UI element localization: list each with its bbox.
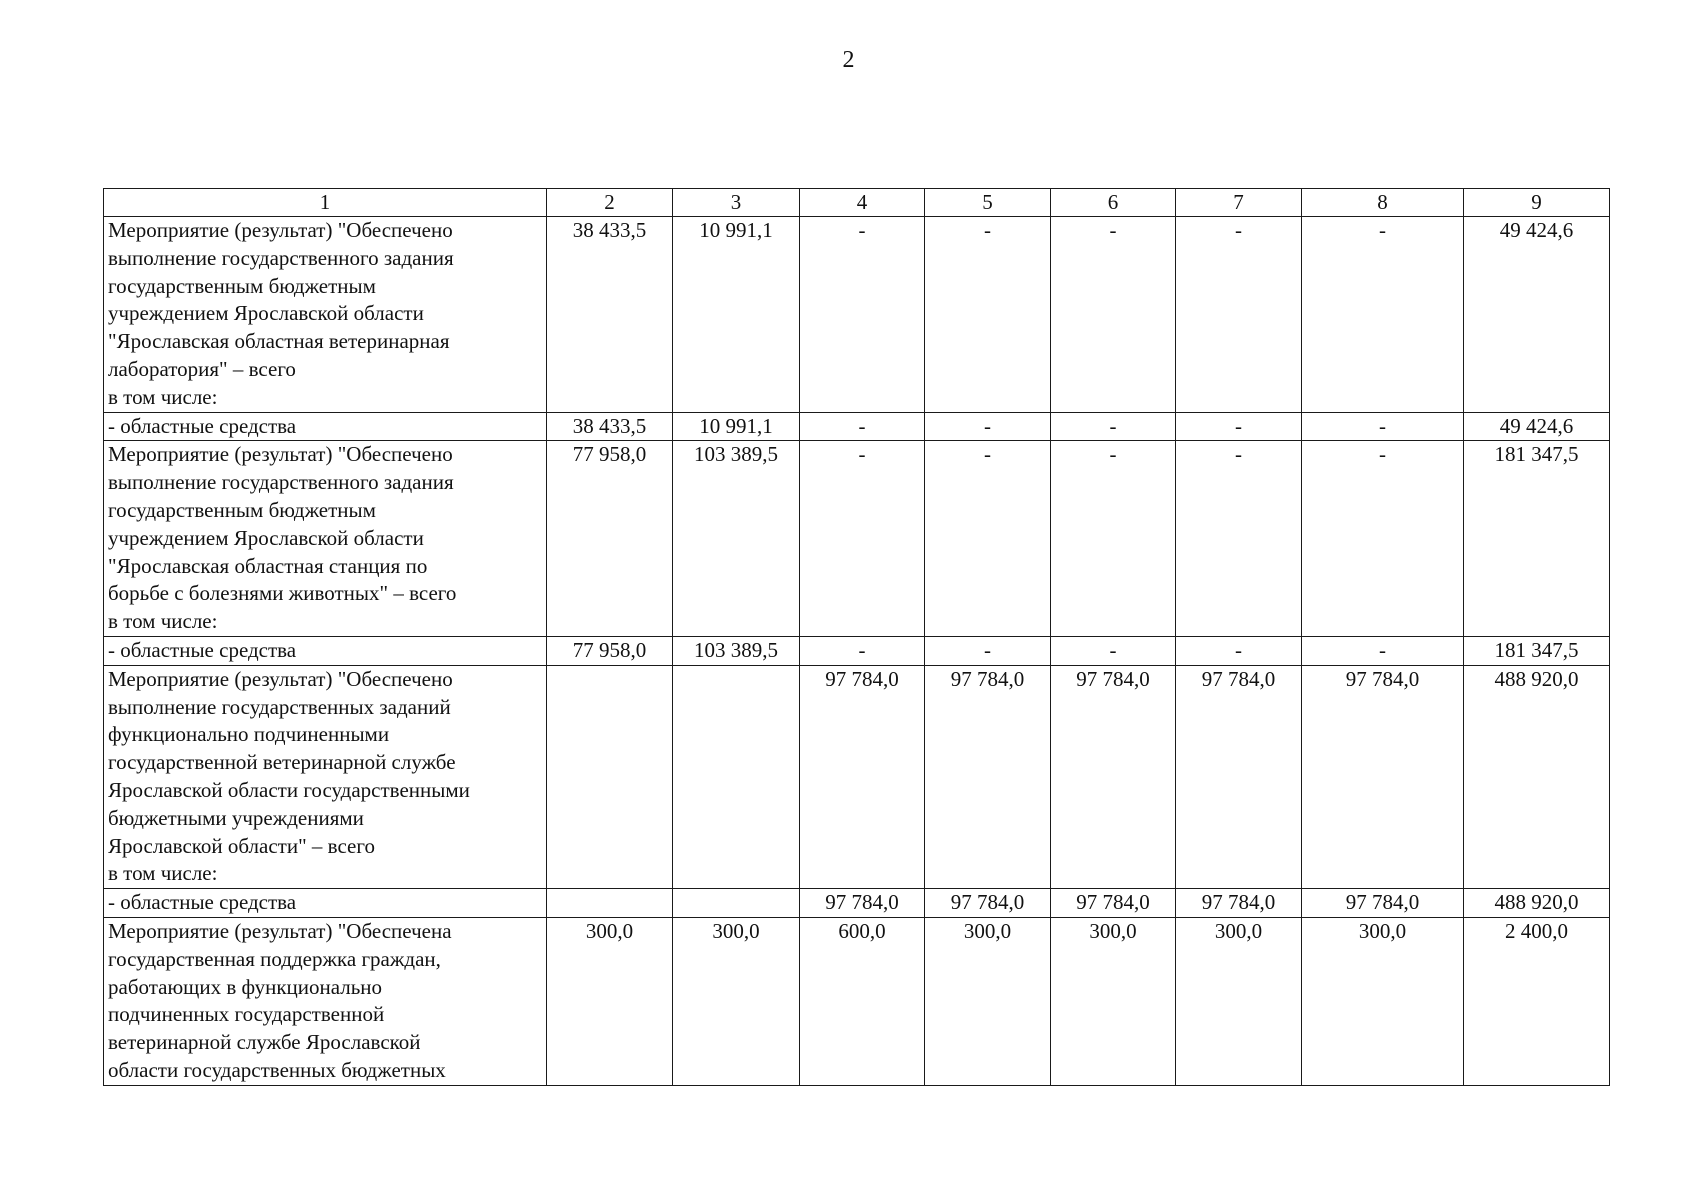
row-value: 488 920,0 [1464,665,1610,888]
row-value: 49 424,6 [1464,217,1610,413]
row-value: - [1302,217,1464,413]
row-value: - [1302,412,1464,441]
row-value [547,665,673,888]
row-value: 600,0 [800,917,925,1085]
column-header: 8 [1302,189,1464,217]
row-value [673,665,800,888]
row-value: 103 389,5 [673,441,800,637]
row-value: 103 389,5 [673,636,800,665]
column-header: 2 [547,189,673,217]
row-value: 97 784,0 [1302,889,1464,918]
row-value: - [925,636,1051,665]
row-value: - [1051,441,1176,637]
row-value: 488 920,0 [1464,889,1610,918]
table-row [104,441,1610,637]
row-value: 38 433,5 [547,412,673,441]
row-value: - [800,636,925,665]
row-value: 97 784,0 [1176,889,1302,918]
row-value: 2 400,0 [1464,917,1610,1085]
row-value: - [925,217,1051,413]
row-value [547,889,673,918]
row-value: 300,0 [1176,917,1302,1085]
table-row [104,636,1610,665]
row-value: - [925,412,1051,441]
row-value: 300,0 [547,917,673,1085]
row-value: 97 784,0 [1176,665,1302,888]
row-description: Мероприятие (результат) "Обеспечено выполнение государственных заданий функционально подчиненными государственной ветеринарной службе Ярославской области государственными бюджетными учреждениями Ярославской области" – всего в том числе: [104,665,547,888]
column-header: 4 [800,189,925,217]
row-description: - областные средства [104,636,547,665]
column-header: 1 [104,189,547,217]
table-row [104,217,1610,413]
row-description: - областные средства [104,889,547,918]
column-header: 5 [925,189,1051,217]
row-description: Мероприятие (результат) "Обеспечено выполнение государственного задания государственным бюджетным учреждением Ярославской области "Ярославская областная станция по борьбе с болезнями животных" – всего в том числе: [104,441,547,637]
row-value: 97 784,0 [1051,889,1176,918]
row-description: Мероприятие (результат) "Обеспечено выполнение государственного задания государственным бюджетным учреждением Ярославской области "Ярославская областная ветеринарная лаборатория" – всего в том числе: [104,217,547,413]
row-value: - [1176,636,1302,665]
row-value: - [800,217,925,413]
row-value [673,889,800,918]
row-value: 181 347,5 [1464,636,1610,665]
row-value: - [1051,636,1176,665]
row-value: - [800,412,925,441]
row-value: - [1176,217,1302,413]
row-value: 181 347,5 [1464,441,1610,637]
row-value: 10 991,1 [673,217,800,413]
row-value: 300,0 [925,917,1051,1085]
row-value: 77 958,0 [547,441,673,637]
row-value: - [800,441,925,637]
budget-table [103,188,1610,1086]
row-value: - [1176,412,1302,441]
table-header-row [104,189,1610,217]
row-value: - [1302,636,1464,665]
row-value: 97 784,0 [800,889,925,918]
row-value: 77 958,0 [547,636,673,665]
row-description: Мероприятие (результат) "Обеспечена государственная поддержка граждан, работающих в функционально подчиненных государственной ветеринарной службе Ярославской области государственных бюджетных [104,917,547,1085]
row-value: 97 784,0 [1302,665,1464,888]
row-value: - [925,441,1051,637]
row-value: 38 433,5 [547,217,673,413]
row-value: 49 424,6 [1464,412,1610,441]
column-header: 7 [1176,189,1302,217]
page-number: 2 [842,47,855,73]
column-header: 6 [1051,189,1176,217]
row-value: - [1051,217,1176,413]
table-row [104,665,1610,888]
row-value: 300,0 [673,917,800,1085]
column-header: 9 [1464,189,1610,217]
table-row [104,917,1610,1085]
row-value: 97 784,0 [925,889,1051,918]
row-value: 300,0 [1051,917,1176,1085]
row-value: 300,0 [1302,917,1464,1085]
table-row [104,412,1610,441]
row-value: 97 784,0 [800,665,925,888]
row-value: - [1176,441,1302,637]
table-row [104,889,1610,918]
column-header: 3 [673,189,800,217]
row-value: - [1051,412,1176,441]
row-value: 10 991,1 [673,412,800,441]
row-value: 97 784,0 [1051,665,1176,888]
row-value: - [1302,441,1464,637]
row-description: - областные средства [104,412,547,441]
row-value: 97 784,0 [925,665,1051,888]
